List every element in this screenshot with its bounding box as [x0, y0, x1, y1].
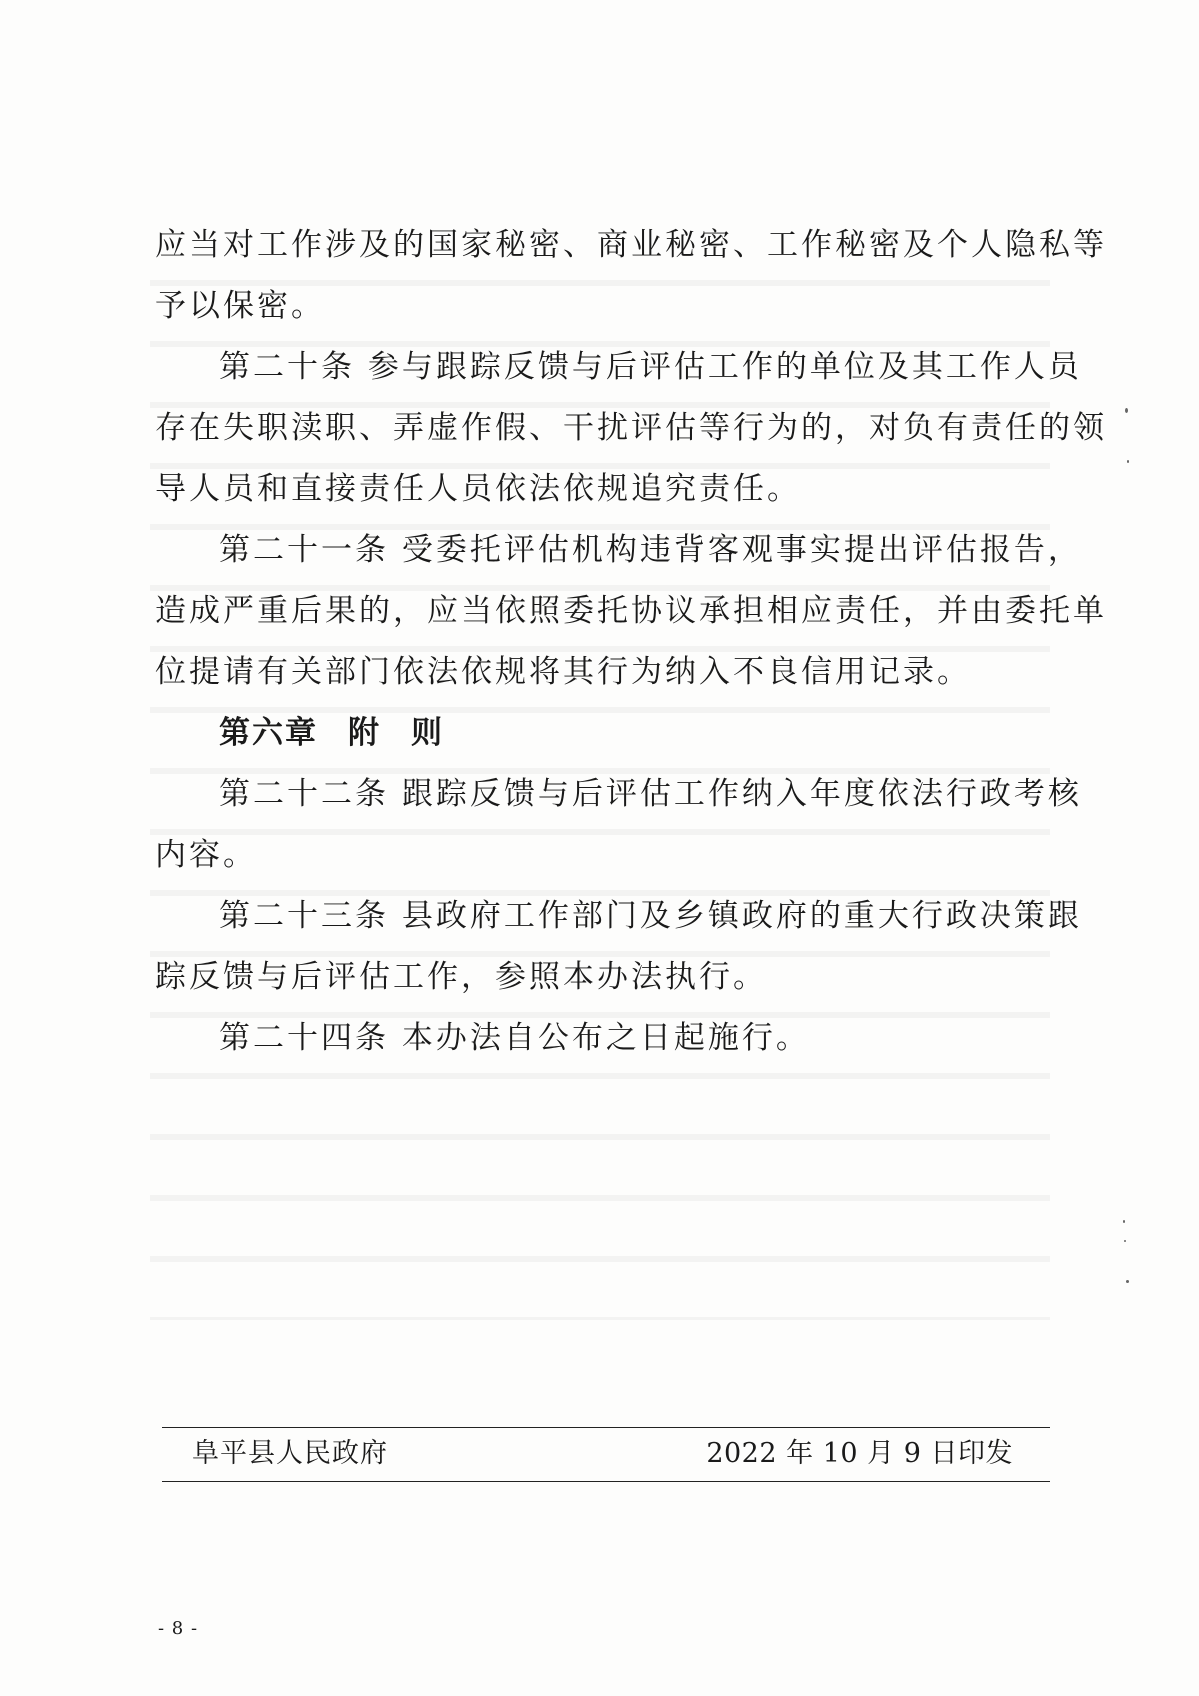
document-body — [155, 215, 1107, 1069]
body-line: 踪反馈与后评估工作，参照本办法执行。 — [155, 959, 767, 995]
chapter-number: 第六章 — [219, 715, 318, 751]
chapter-title-char: 附 — [348, 715, 381, 751]
body-line: 存在失职渎职、弄虚作假、干扰评估等行为的，对负有责任的领 — [155, 410, 1107, 446]
chapter-heading — [155, 703, 1055, 764]
article-20: 第二十条 参与跟踪反馈与后评估工作的单位及其工作人员 — [219, 349, 1082, 385]
article-23: 第二十三条 县政府工作部门及乡镇政府的重大行政决策跟 — [219, 898, 1082, 934]
chapter-title-char: 则 — [411, 715, 444, 751]
body-line: 内容。 — [155, 837, 257, 873]
body-line: 位提请有关部门依法依规将其行为纳入不良信用记录。 — [155, 654, 971, 690]
body-line: 导人员和直接责任人员依法依规追究责任。 — [155, 471, 801, 507]
page-number: - 8 - — [158, 1618, 199, 1639]
body-line: 予以保密。 — [155, 288, 325, 324]
body-line: 应当对工作涉及的国家秘密、商业秘密、工作秘密及个人隐私等 — [155, 227, 1107, 263]
article-22: 第二十二条 跟踪反馈与后评估工作纳入年度依法行政考核 — [219, 776, 1082, 812]
issue-date: 2022 年 10 月 9 日印发 — [706, 1438, 1013, 1469]
footer-bottom-rule — [162, 1481, 1050, 1482]
issuer-name: 阜平县人民政府 — [192, 1438, 388, 1469]
article-21: 第二十一条 受委托评估机构违背客观事实提出评估报告， — [219, 532, 1082, 568]
body-line: 造成严重后果的，应当依照委托协议承担相应责任，并由委托单 — [155, 593, 1107, 629]
footer-top-rule — [162, 1427, 1050, 1428]
article-24: 第二十四条 本办法自公布之日起施行。 — [219, 1020, 810, 1056]
